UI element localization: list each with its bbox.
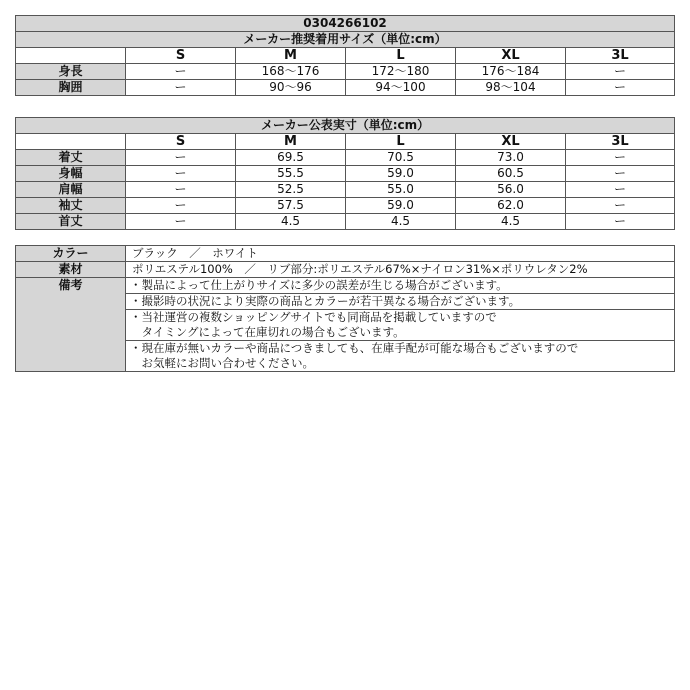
table-cell: 59.0 [346, 166, 456, 182]
table-row [16, 150, 675, 166]
size-header-row [16, 48, 675, 64]
table-cell: 94～100 [346, 80, 456, 96]
table-cell: ー [566, 150, 675, 166]
table-cell: 55.5 [236, 166, 346, 182]
table-cell: 168～176 [236, 64, 346, 80]
table-cell: ー [126, 150, 236, 166]
size-header: S [126, 134, 236, 150]
material-row [16, 262, 675, 278]
size-header: S [126, 48, 236, 64]
material-label: 素材 [16, 262, 126, 278]
table-cell: ー [566, 80, 675, 96]
row-label: 身幅 [16, 166, 126, 182]
size-header: 3L [566, 48, 675, 64]
note-line: お気軽にお問い合わせください。 [130, 356, 314, 370]
table-row [16, 166, 675, 182]
table-cell: ー [126, 64, 236, 80]
table-cell: ー [126, 214, 236, 230]
table-row [16, 182, 675, 198]
material-value: ポリエステル100% ／ リブ部分:ポリエステル67%×ナイロン31%×ポリウレタン2% [126, 262, 675, 278]
table-cell: 55.0 [346, 182, 456, 198]
recommended-title-row [16, 32, 675, 48]
recommended-title: メーカー推奨着用サイズ（単位:cm） [16, 32, 675, 48]
table-cell: 90～96 [236, 80, 346, 96]
note-item [126, 294, 675, 310]
table-cell: ー [126, 182, 236, 198]
actual-size-table [15, 117, 675, 230]
table-cell: ー [126, 80, 236, 96]
table-row [16, 198, 675, 214]
note-row [16, 278, 675, 294]
table-cell: 4.5 [236, 214, 346, 230]
size-header: M [236, 48, 346, 64]
table-cell: ー [566, 166, 675, 182]
table-cell: 57.5 [236, 198, 346, 214]
table-cell: 4.5 [346, 214, 456, 230]
table-cell: 60.5 [456, 166, 566, 182]
size-header: 3L [566, 134, 675, 150]
note-line: ・撮影時の状況により実際の商品とカラーが若干異なる場合がございます。 [130, 294, 521, 308]
corner-cell [16, 48, 126, 64]
note-line: ・製品によって仕上がりサイズに多少の誤差が生じる場合がございます。 [130, 278, 508, 292]
product-code: 0304266102 [16, 16, 675, 32]
corner-cell [16, 134, 126, 150]
note-item [126, 278, 675, 294]
table-cell: 62.0 [456, 198, 566, 214]
color-row [16, 246, 675, 262]
row-label: 身長 [16, 64, 126, 80]
note-item [126, 310, 675, 341]
table-row [16, 64, 675, 80]
table-cell: ー [566, 64, 675, 80]
color-value: ブラック ／ ホワイト [126, 246, 675, 262]
table-cell: ー [566, 198, 675, 214]
actual-title: メーカー公表実寸（単位:cm） [16, 118, 675, 134]
table-cell: 52.5 [236, 182, 346, 198]
table-cell: 56.0 [456, 182, 566, 198]
table-cell: ー [566, 182, 675, 198]
row-label: 着丈 [16, 150, 126, 166]
product-info-table [15, 245, 675, 372]
table-row [16, 80, 675, 96]
table-cell: 172～180 [346, 64, 456, 80]
size-header: XL [456, 48, 566, 64]
size-header: L [346, 48, 456, 64]
table-cell: 176～184 [456, 64, 566, 80]
note-line: ・現在庫が無いカラーや商品につきましても、在庫手配が可能な場合もございますので [130, 341, 579, 355]
table-cell: 70.5 [346, 150, 456, 166]
table-cell: ー [126, 198, 236, 214]
table-cell: 69.5 [236, 150, 346, 166]
product-code-row [16, 16, 675, 32]
note-line: ・当社運営の複数ショッピングサイトでも同商品を掲載していますので [130, 310, 497, 324]
table-cell: ー [566, 214, 675, 230]
size-header-row [16, 134, 675, 150]
actual-title-row [16, 118, 675, 134]
table-cell: 98～104 [456, 80, 566, 96]
note-line: タイミングによって在庫切れの場合もございます。 [130, 325, 405, 339]
row-label: 首丈 [16, 214, 126, 230]
row-label: 胸囲 [16, 80, 126, 96]
table-row [16, 214, 675, 230]
size-header: XL [456, 134, 566, 150]
row-label: 肩幅 [16, 182, 126, 198]
size-header: M [236, 134, 346, 150]
recommended-size-table [15, 15, 675, 96]
size-header: L [346, 134, 456, 150]
table-cell: 59.0 [346, 198, 456, 214]
table-cell: 4.5 [456, 214, 566, 230]
notes-label: 備考 [16, 278, 126, 372]
table-cell: 73.0 [456, 150, 566, 166]
note-item [126, 341, 675, 372]
row-label: 袖丈 [16, 198, 126, 214]
color-label: カラー [16, 246, 126, 262]
table-cell: ー [126, 166, 236, 182]
